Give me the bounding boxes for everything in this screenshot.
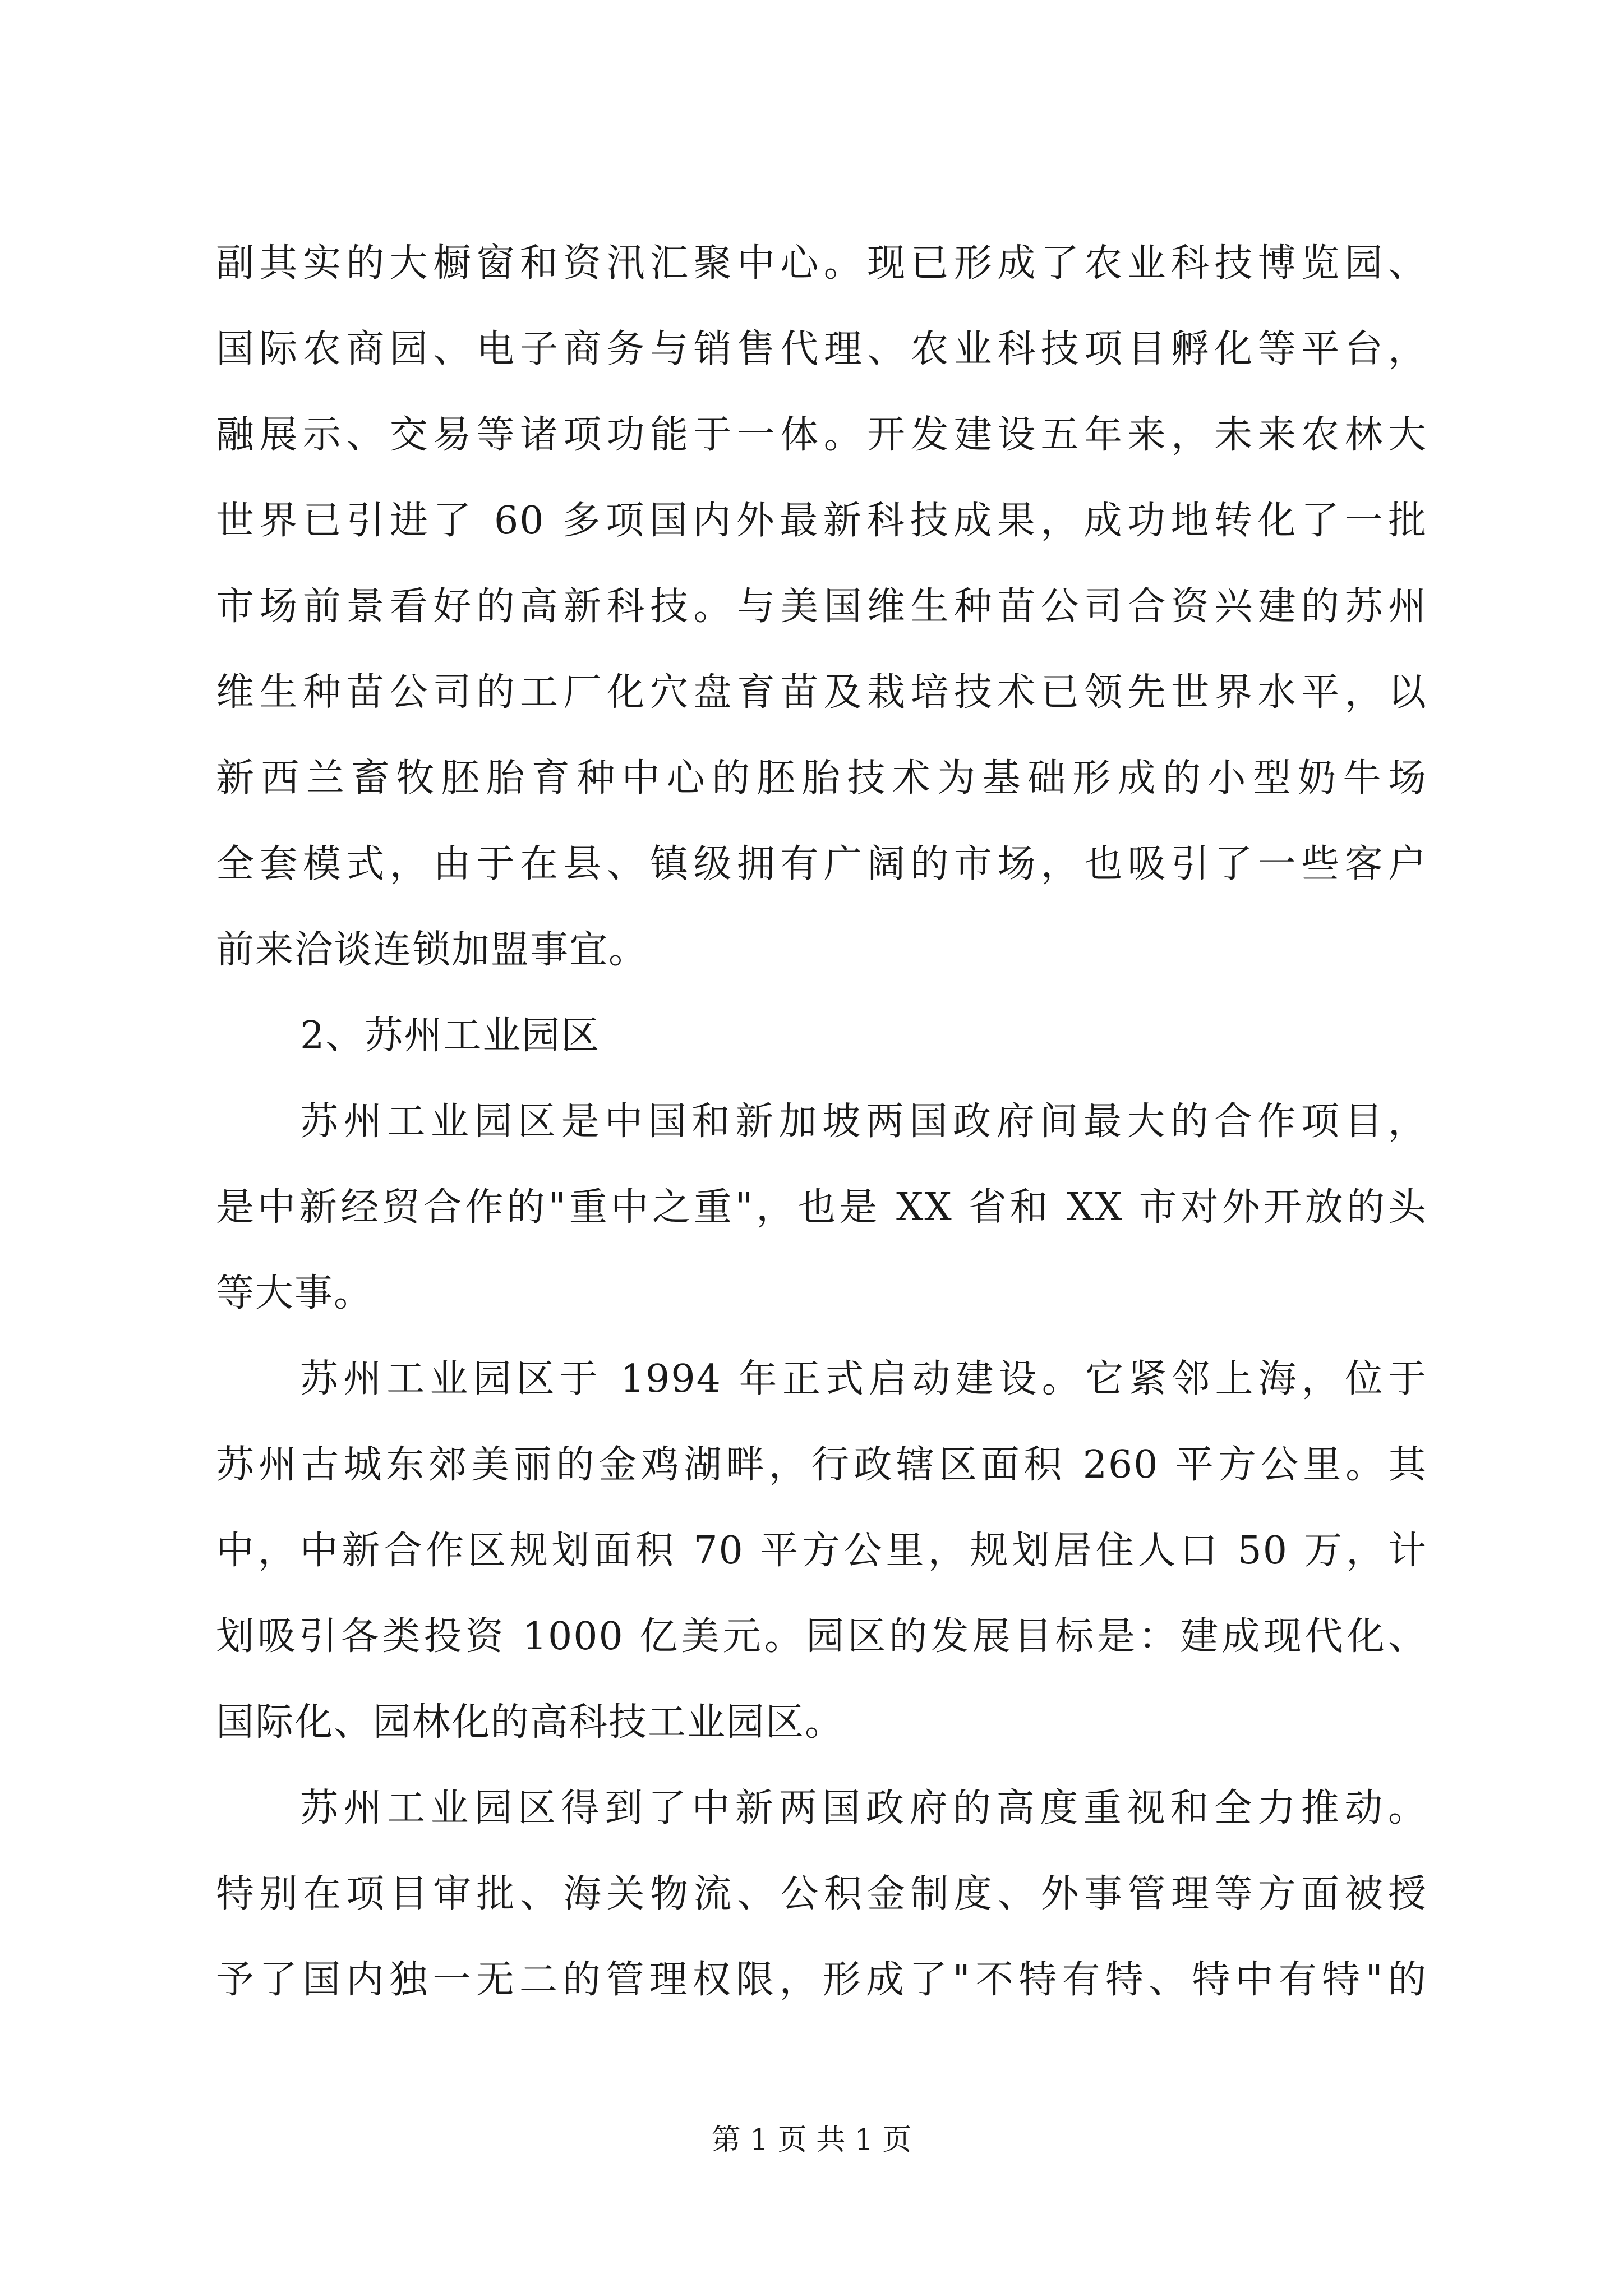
- text-line: 中，中新合作区规划面积 70 平方公里，规划居住人口 50 万，计: [216, 1529, 1427, 1573]
- paragraph-first-line: 苏州工业园区是中国和新加坡两国政府间最大的合作项目，: [300, 1099, 1427, 1144]
- text-line: 予了国内独一无二的管理权限，形成了"不特有特、特中有特"的: [216, 1958, 1427, 2002]
- text-line: 划吸引各类投资 1000 亿美元。园区的发展目标是：建成现代化、: [216, 1614, 1427, 1659]
- text-line: 特别在项目审批、海关物流、公积金制度、外事管理等方面被授: [216, 1872, 1427, 1916]
- text-line: 国际化、园林化的高科技工业园区。: [216, 1700, 845, 1745]
- text-line: 国际农商园、电子商务与销售代理、农业科技项目孵化等平台，: [216, 327, 1427, 371]
- text-line: 市场前景看好的高新科技。与美国维生种苗公司合资兴建的苏州: [216, 585, 1427, 629]
- page-footer: [0, 2120, 1623, 2160]
- text-line: 全套模式，由于在县、镇级拥有广阔的市场，也吸引了一些客户: [216, 842, 1427, 886]
- text-line: 维生种苗公司的工厂化穴盘育苗及栽培技术已领先世界水平，以: [216, 670, 1427, 715]
- text-line: 副其实的大橱窗和资汛汇聚中心。现已形成了农业科技博览园、: [216, 241, 1427, 286]
- text-line: 新西兰畜牧胚胎育种中心的胚胎技术为基础形成的小型奶牛场: [216, 756, 1427, 800]
- paragraph-first-line: 苏州工业园区得到了中新两国政府的高度重视和全力推动。: [300, 1786, 1427, 1830]
- paragraph-first-line: 苏州工业园区于 1994 年正式启动建设。它紧邻上海，位于: [300, 1357, 1427, 1401]
- text-line: 等大事。: [216, 1271, 374, 1315]
- page-number-label: 第 1 页 共 1 页: [711, 2123, 912, 2157]
- text-line: 前来洽谈连锁加盟事宜。: [216, 928, 648, 972]
- section-heading: 2、苏州工业园区: [300, 1014, 601, 1058]
- text-line: 世界已引进了 60 多项国内外最新科技成果，成功地转化了一批: [216, 499, 1427, 543]
- text-line: 苏州古城东郊美丽的金鸡湖畔，行政辖区面积 260 平方公里。其: [216, 1443, 1427, 1487]
- text-line: 融展示、交易等诸项功能于一体。开发建设五年来，未来农林大: [216, 413, 1427, 457]
- text-line: 是中新经贸合作的"重中之重"，也是 XX 省和 XX 市对外开放的头: [216, 1185, 1427, 1230]
